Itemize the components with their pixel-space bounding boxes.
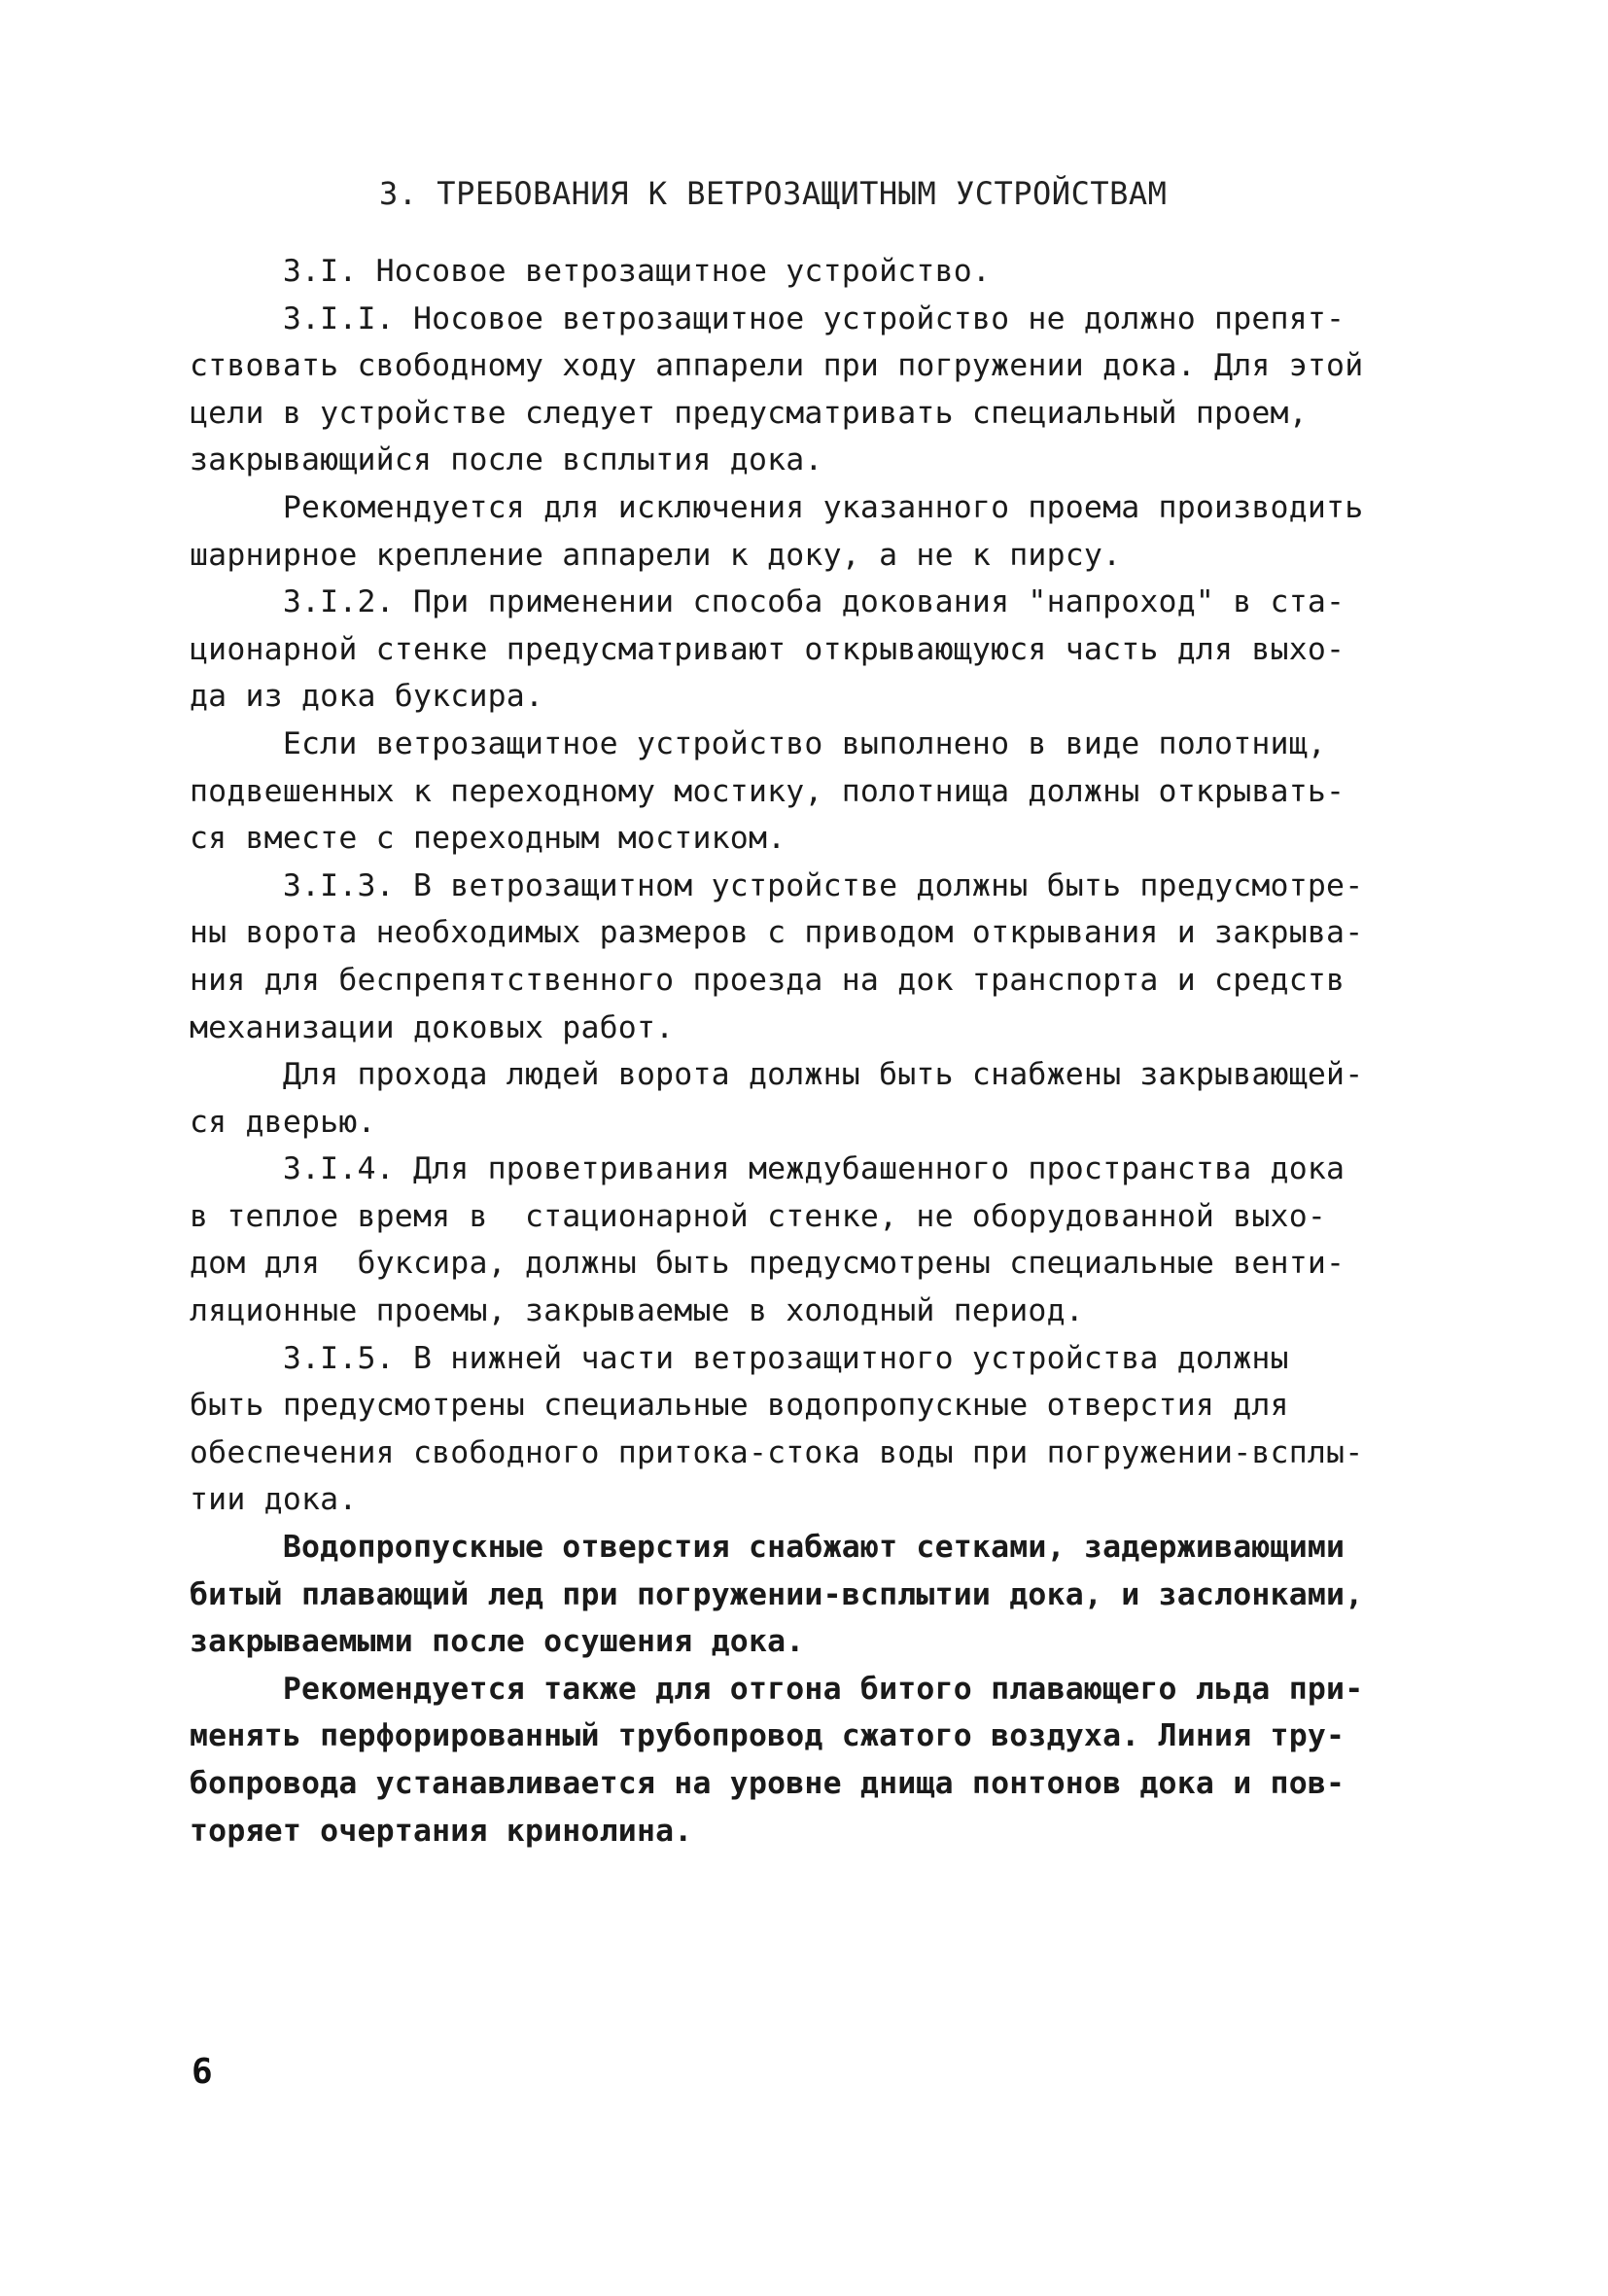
text-line: 3.I.5. В нижней части ветрозащитного устройства должны — [190, 1340, 1289, 1376]
text-line: Водопропускные отверстия снабжают сетками, задерживающими — [190, 1530, 1346, 1566]
text-line: Рекомендуется для исключения указанного проема производить — [190, 489, 1364, 525]
text-line: 3.I.I. Носовое ветрозащитное устройство не должно препят- — [190, 300, 1346, 336]
text-line: 3.I.3. В ветрозащитном устройстве должны быть предусмотре- — [190, 867, 1364, 903]
text-line: обеспечения свободного притока-стока воды при погружении-всплы- — [190, 1434, 1364, 1470]
text-line: 3.I. Носовое ветрозащитное устройство. — [190, 254, 992, 289]
text-line: закрывающийся после всплытия дока. — [190, 442, 823, 478]
text-line: дом для буксира, должны быть предусмотрены специальные венти- — [190, 1246, 1346, 1282]
text-line: битый плавающий лед при погружении-всплытии дока, и заслонками, — [190, 1576, 1364, 1612]
text-line: быть предусмотрены специальные водопропускные отверстия для — [190, 1388, 1289, 1424]
text-line: Рекомендуется также для отгона битого плавающего льда при- — [190, 1671, 1364, 1707]
page-number: 6 — [192, 2052, 213, 2092]
text-line: бопровода устанавливается на уровне днища понтонов дока и пов- — [190, 1766, 1346, 1801]
body-text — [190, 248, 1424, 1854]
section-heading: 3. ТРЕБОВАНИЯ К ВЕТРОЗАЩИТНЫМ УСТРОЙСТВАМ — [379, 175, 1168, 212]
text-line: ся дверью. — [190, 1104, 376, 1140]
text-line: закрываемыми после осушения дока. — [190, 1624, 805, 1660]
text-line: ся вместе с переходным мостиком. — [190, 821, 787, 857]
text-line: торяет очертания кринолина. — [190, 1813, 693, 1849]
text-line: ционарной стенке предусматривают открывающуюся часть для выхо- — [190, 631, 1346, 667]
text-line: ляционные проемы, закрываемые в холодный период. — [190, 1293, 1084, 1329]
text-line: ны ворота необходимых размеров с приводом открывания и закрыва- — [190, 915, 1364, 951]
text-line: 3.I.2. При применении способа докования "напроход" в ста- — [190, 584, 1346, 620]
text-line: менять перфорированный трубопровод сжатого воздуха. Линия тру- — [190, 1718, 1346, 1754]
text-line: цели в устройстве следует предусматривать специальный проем, — [190, 395, 1308, 431]
text-line: да из дока буксира. — [190, 679, 544, 715]
text-line: подвешенных к переходному мостику, полотнища должны открывать- — [190, 773, 1346, 809]
text-line: шарнирное крепление аппарели к доку, а не к пирсу. — [190, 537, 1122, 573]
text-line: тии дока. — [190, 1482, 358, 1518]
text-line: Для прохода людей ворота должны быть снабжены закрывающей- — [190, 1057, 1364, 1093]
text-line: Если ветрозащитное устройство выполнено в виде полотнищ, — [190, 725, 1327, 761]
text-line: ствовать свободному ходу аппарели при погружении дока. Для этой — [190, 348, 1364, 384]
text-line: в теплое время в стационарной стенке, не оборудованной выхо- — [190, 1198, 1327, 1234]
text-line: ния для беспрепятственного проезда на док транспорта и средств — [190, 962, 1346, 998]
text-line: механизации доковых работ. — [190, 1009, 675, 1045]
text-line: 3.I.4. Для проветривания междубашенного пространства дока — [190, 1151, 1346, 1187]
